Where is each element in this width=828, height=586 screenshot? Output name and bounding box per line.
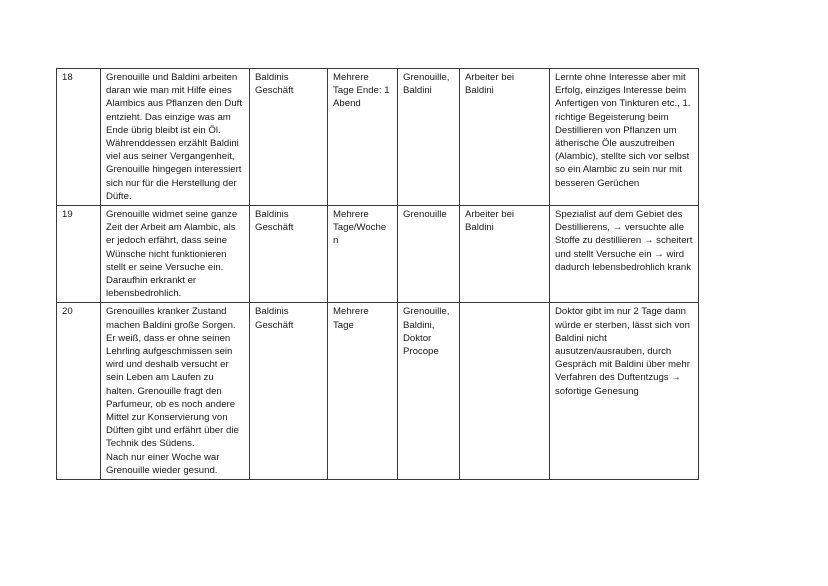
chapter-place: Baldinis Geschäft: [250, 303, 328, 480]
chapter-persons: Grenouille, Baldini: [398, 69, 460, 206]
chapter-time: Mehrere Tage Ende: 1 Abend: [328, 69, 398, 206]
chapter-role: [460, 303, 550, 480]
chapter-number: 19: [57, 206, 101, 303]
chapter-place: Baldinis Geschäft: [250, 69, 328, 206]
chapter-time: Mehrere Tage: [328, 303, 398, 480]
chapter-time: Mehrere Tage/Woche n: [328, 206, 398, 303]
chapter-number: 18: [57, 69, 101, 206]
chapter-number: 20: [57, 303, 101, 480]
chapter-persons: Grenouille: [398, 206, 460, 303]
chapter-role: Arbeiter bei Baldini: [460, 206, 550, 303]
chapter-notes: Spezialist auf dem Gebiet des Destillierens, → versuchte alle Stoffe zu destillieren → scheitert und stellt Versuche ein → wird dadurch lebensbedrohlich krank: [550, 206, 699, 303]
chapter-table: [56, 68, 699, 480]
chapter-place: Baldinis Geschäft: [250, 206, 328, 303]
table-row: [57, 206, 699, 303]
chapter-persons: Grenouille, Baldini, Doktor Procope: [398, 303, 460, 480]
chapter-role: Arbeiter bei Baldini: [460, 69, 550, 206]
table-row: [57, 69, 699, 206]
table-row: [57, 303, 699, 480]
chapter-description: Grenouille widmet seine ganze Zeit der Arbeit am Alambic, als er jedoch erfährt, dass seine Wünsche nicht funktionieren stellt er seine Versuche ein. Daraufhin erkrankt er lebensbedrohlich.: [101, 206, 250, 303]
chapter-notes: Lernte ohne Interesse aber mit Erfolg, einziges Interesse beim Anfertigen von Tinkturen etc., 1. richtige Begeisterung beim Destillieren von Pflanzen um ätherische Öle auszutreiben (Alambic), stellte sich vor selbst so ein Alambic zu sein nur mit besseren Gerüchen: [550, 69, 699, 206]
chapter-notes: Doktor gibt im nur 2 Tage dann würde er sterben, lässt sich von Baldini nicht ausutzen/ausrauben, durch Gespräch mit Baldini über mehr Verfahren des Duftentzugs → sofortige Genesung: [550, 303, 699, 480]
chapter-description: Grenouille und Baldini arbeiten daran wie man mit Hilfe eines Alambics aus Pflanzen den Duft entzieht. Das einzige was am Ende übrig bleibt ist ein Öl. Währenddessen erzählt Baldini viel aus seiner Vergangenheit, Grenouille hingegen interessiert sich nur für die Herstellung der Düfte.: [101, 69, 250, 206]
chapter-description: Grenouilles kranker Zustand machen Baldini große Sorgen. Er weiß, dass er ohne seinen Lehrling aufgeschmissen sein wird und deshalb versucht er sein Leben am Laufen zu halten. Grenouille fragt den Parfumeur, ob es noch andere Mittel zur Konservierung von Düften gibt und erfährt über die Technik des Südens. Nach nur einer Woche war Grenouille wieder gesund.: [101, 303, 250, 480]
